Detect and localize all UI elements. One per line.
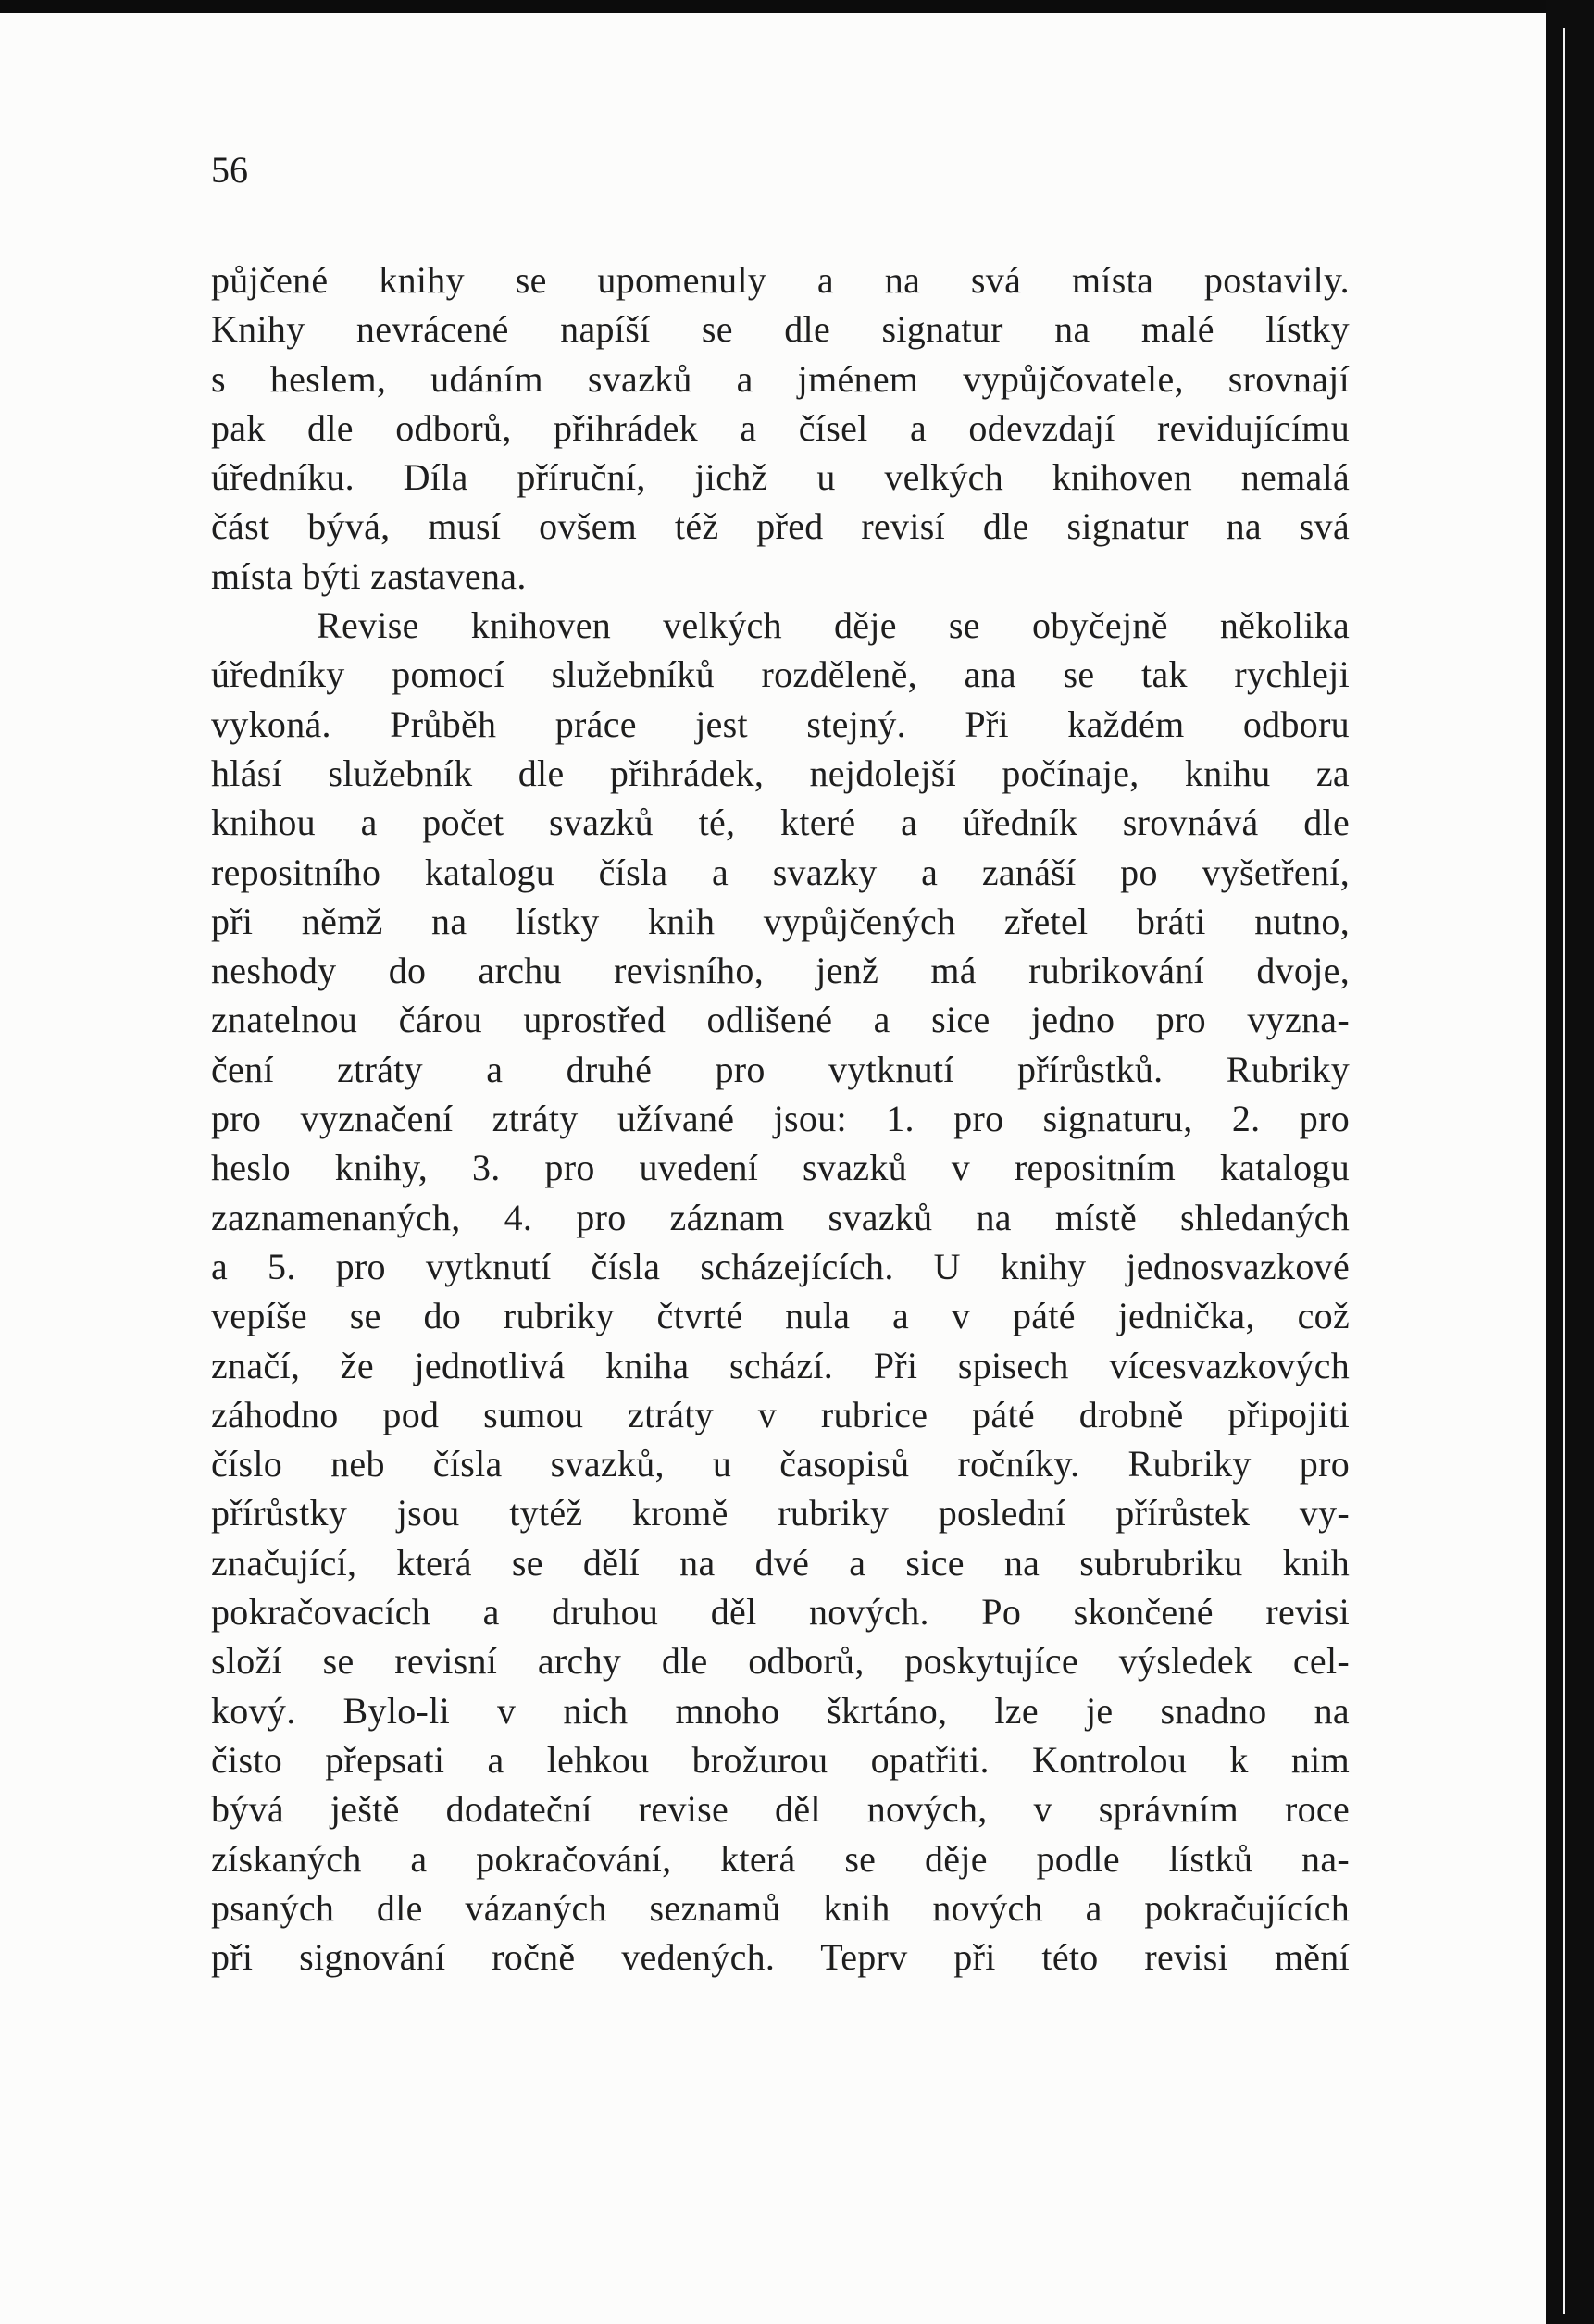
text-line: čení ztráty a druhé pro vytknutí přírůstků. Rubriky (211, 1048, 1350, 1090)
text-line: Knihy nevrácené napíší se dle signatur na malé lístky (211, 308, 1350, 351)
text-line: vykoná. Průběh práce jest stejný. Při každém odboru (211, 702, 1350, 745)
text-line: pro vyznačení ztráty užívané jsou: 1. pro signaturu, 2. pro (211, 1098, 1350, 1140)
text-line: úředníky pomocí služebníků rozděleně, ana se tak rychleji (211, 653, 1350, 696)
text-line: značí, že jednotlivá kniha schází. Při spisech vícesvazkových (211, 1344, 1350, 1386)
text-line: získaných a pokračování, která se děje podle lístků na- (211, 1837, 1350, 1880)
text-line: číslo neb čísla svazků, u časopisů ročníky. Rubriky pro (211, 1443, 1350, 1485)
scan-right-edge (1546, 0, 1594, 2324)
text-line: čisto přepsati a lehkou brožurou opatřiti. Kontrolou k nim (211, 1738, 1350, 1781)
text-line: zaznamenaných, 4. pro záznam svazků na místě shledaných (211, 1196, 1350, 1238)
text-line: při signování ročně vedených. Teprv při této revisi mění (211, 1936, 1350, 1979)
text-line: složí se revisní archy dle odborů, poskytujíce výsledek cel- (211, 1640, 1350, 1683)
text-line: knihou a počet svazků té, které a úředník srovnává dle (211, 802, 1350, 844)
text-line: kový. Bylo-li v nich mnoho škrtáno, lze je snadno na (211, 1689, 1350, 1732)
text-line: hlásí služebník dle přihrádek, nejdolejší počínaje, knihu za (211, 752, 1350, 794)
text-line: úředníku. Díla příruční, jichž u velkých knihoven nemalá (211, 456, 1350, 499)
text-line: při němž na lístky knih vypůjčených zřetel bráti nutno, (211, 900, 1350, 942)
text-line: a 5. pro vytknutí čísla scházejících. U knihy jednosvazkové (211, 1245, 1350, 1287)
text-line: s heslem, udáním svazků a jménem vypůjčovatele, srovnají (211, 357, 1350, 400)
text-line: přírůstky jsou tytéž kromě rubriky poslední přírůstek vy- (211, 1492, 1350, 1535)
text-line: vepíše se do rubriky čtvrté nula a v páté jednička, což (211, 1295, 1350, 1337)
page-edge-rule (1563, 28, 1565, 2314)
text-line: heslo knihy, 3. pro uvedení svazků v repositním katalogu (211, 1147, 1350, 1189)
text-line: znatelnou čárou uprostřed odlišené a sice jedno pro vyzna- (211, 999, 1350, 1041)
text-line: část bývá, musí ovšem též před revisí dle signatur na svá (211, 505, 1350, 548)
text-line: místa býti zastavena. (211, 554, 527, 597)
text-line: neshody do archu revisního, jenž má rubrikování dvoje, (211, 950, 1350, 992)
scan-top-edge (0, 0, 1594, 13)
page-number: 56 (211, 149, 248, 191)
text-line: pak dle odborů, přihrádek a čísel a odevzdají revidujícímu (211, 406, 1350, 449)
text-line: značující, která se dělí na dvé a sice na subrubriku knih (211, 1541, 1350, 1584)
text-line: psaných dle vázaných seznamů knih nových a pokračujících (211, 1886, 1350, 1929)
text-line: záhodno pod sumou ztráty v rubrice páté drobně připojiti (211, 1393, 1350, 1435)
paragraph-start-line: Revise knihoven velkých děje se obyčejně několika (317, 604, 1350, 647)
text-line: půjčené knihy se upomenuly a na svá místa postavily. (211, 259, 1350, 301)
body-text (211, 255, 1350, 1982)
text-line: pokračovacích a druhou děl nových. Po skončené revisi (211, 1591, 1350, 1634)
text-line: bývá ještě dodateční revise děl nových, v správním roce (211, 1788, 1350, 1831)
text-line: repositního katalogu čísla a svazky a zanáší po vyšetření, (211, 851, 1350, 893)
